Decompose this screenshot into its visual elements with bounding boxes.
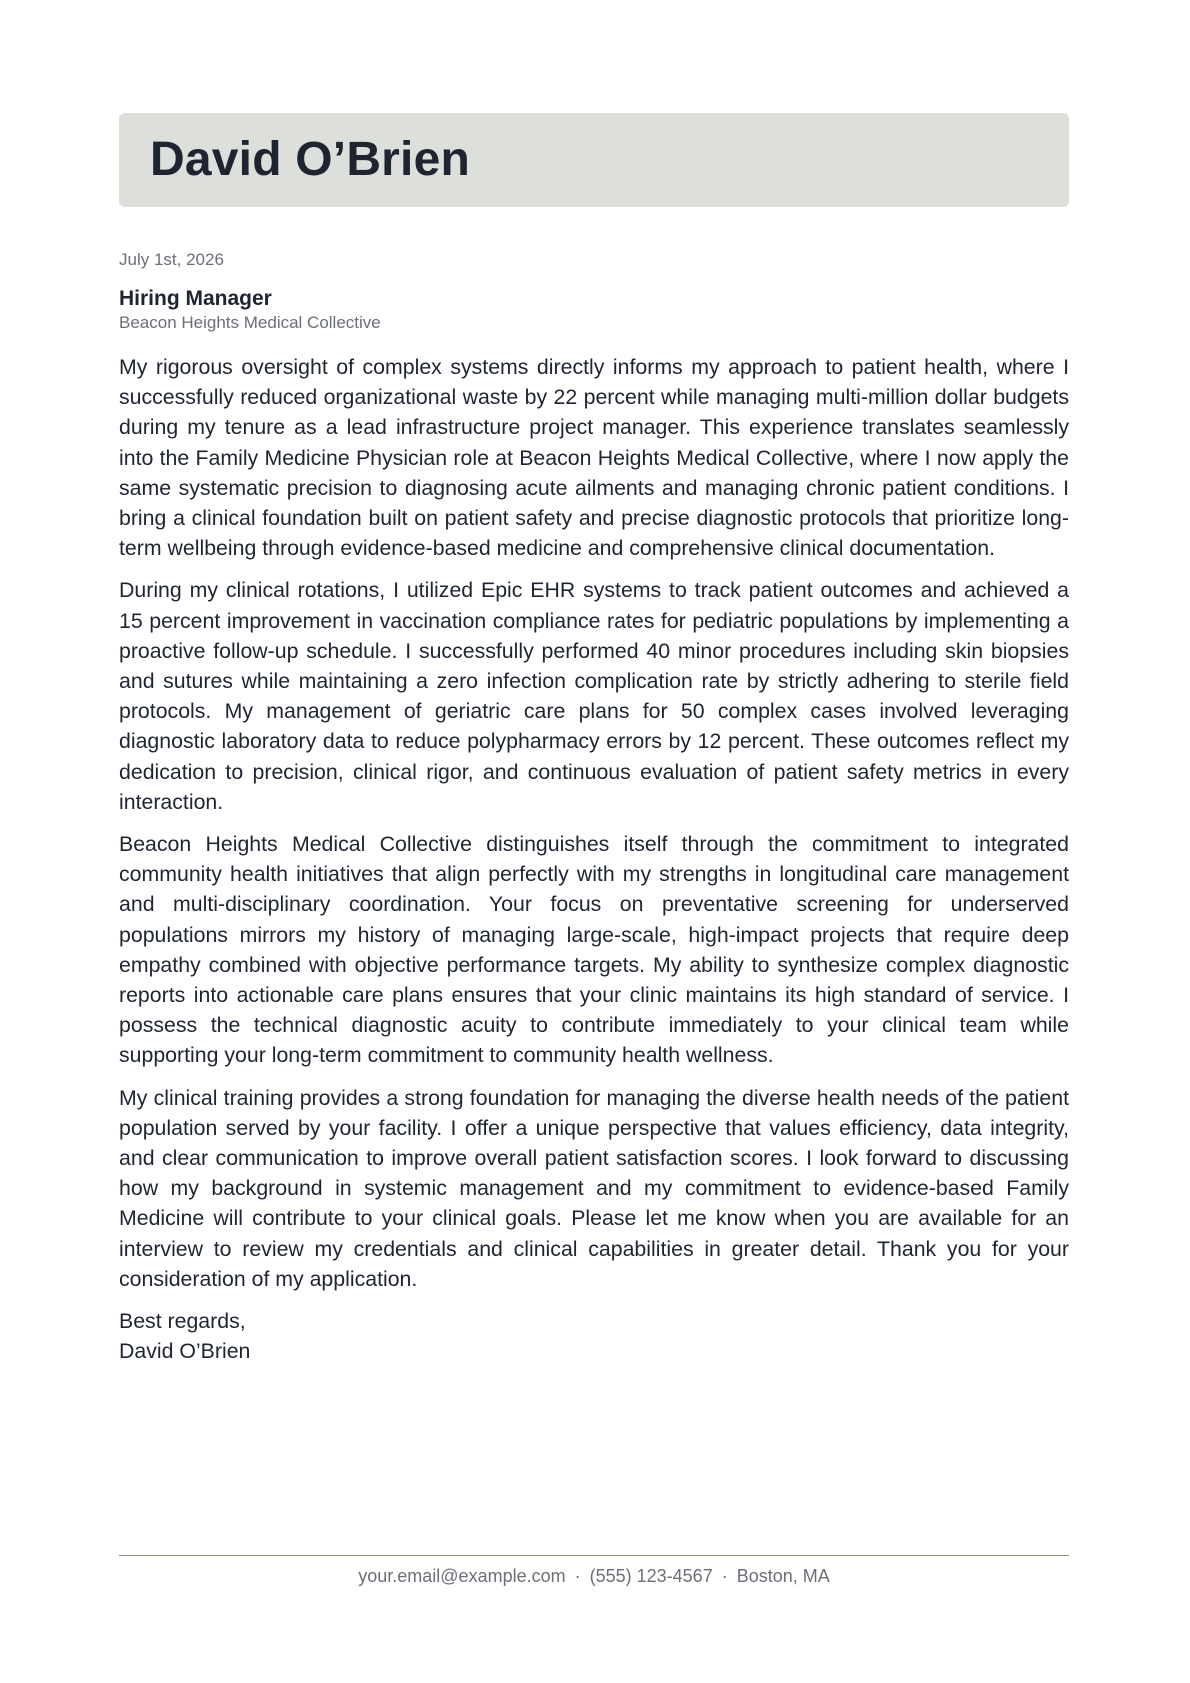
footer-location: Boston, MA <box>736 1566 830 1586</box>
recipient-title: Hiring Manager <box>119 287 272 310</box>
footer-phone[interactable]: (555) 123-4567 <box>589 1566 713 1586</box>
paragraph-3: Beacon Heights Medical Collective distinguishes itself through the commitment to integrated community health initiatives that align perfectly with my strengths in longitudinal care management and multi-disciplinary coordination. Your focus on preventative screening for underserved populations mirrors my history of managing large-scale, high-impact projects that require deep empathy combined with objective performance targets. My ability to synthesize complex diagnostic reports into actionable care plans ensures that your clinic maintains its high standard of service. I possess the technical diagnostic acuity to contribute immediately to your clinical team while supporting your long-term commitment to community health wellness. <box>119 832 1069 1068</box>
footer-divider <box>119 1555 1069 1556</box>
letter-body <box>119 248 1069 1366</box>
footer-separator: · <box>574 1566 581 1586</box>
footer-separator: · <box>721 1566 728 1586</box>
signature-name: David O’Brien <box>119 1339 251 1364</box>
applicant-name: David O’Brien <box>150 133 471 186</box>
paragraph-2: During my clinical rotations, I utilized Epic EHR systems to track patient outcomes and achieved a 15 percent improvement in vaccination compliance rates for pediatric populations by implementing a proactive follow-up schedule. I successfully performed 40 minor procedures including skin biopsies and sutures while maintaining a zero infection complication rate by strictly adhering to sterile field protocols. My management of geriatric care plans for 50 complex cases involved leveraging diagnostic laboratory data to reduce polypharmacy errors by 12 percent. These outcomes reflect my dedication to precision, clinical rigor, and continuous evaluation of patient safety metrics in every interaction. <box>119 578 1069 814</box>
closing-salutation: Best regards, <box>119 1309 246 1334</box>
paragraph-1: My rigorous oversight of complex systems directly informs my approach to patient health, where I successfully reduced organizational waste by 22 percent while managing multi-million dollar budgets during my tenure as a lead infrastructure project manager. This experience translates seamlessly into the Family Medicine Physician role at Beacon Heights Medical Collective, where I now apply the same systematic precision to diagnosing acute ailments and managing chronic patient conditions. I bring a clinical foundation built on patient safety and precise diagnostic protocols that prioritize long-term wellbeing through evidence-based medicine and comprehensive clinical documentation. <box>119 355 1069 561</box>
letter-date: July 1st, 2026 <box>119 250 224 269</box>
header-band <box>119 113 1069 207</box>
paragraph-4: My clinical training provides a strong foundation for managing the diverse health needs of the patient population served by your facility. I offer a unique perspective that values efficiency, data integrity, and clear communication to improve overall patient satisfaction scores. I look forward to discussing how my background in systemic management and my commitment to evidence-based Family Medicine will contribute to your clinical goals. Please let me know when you are available for an interview to review my credentials and clinical capabilities in greater detail. Thank you for your consideration of my application. <box>119 1085 1069 1291</box>
recipient-organization: Beacon Heights Medical Collective <box>119 313 381 332</box>
contact-footer <box>119 1564 1069 1588</box>
footer-email[interactable]: your.email@example.com <box>358 1566 566 1586</box>
